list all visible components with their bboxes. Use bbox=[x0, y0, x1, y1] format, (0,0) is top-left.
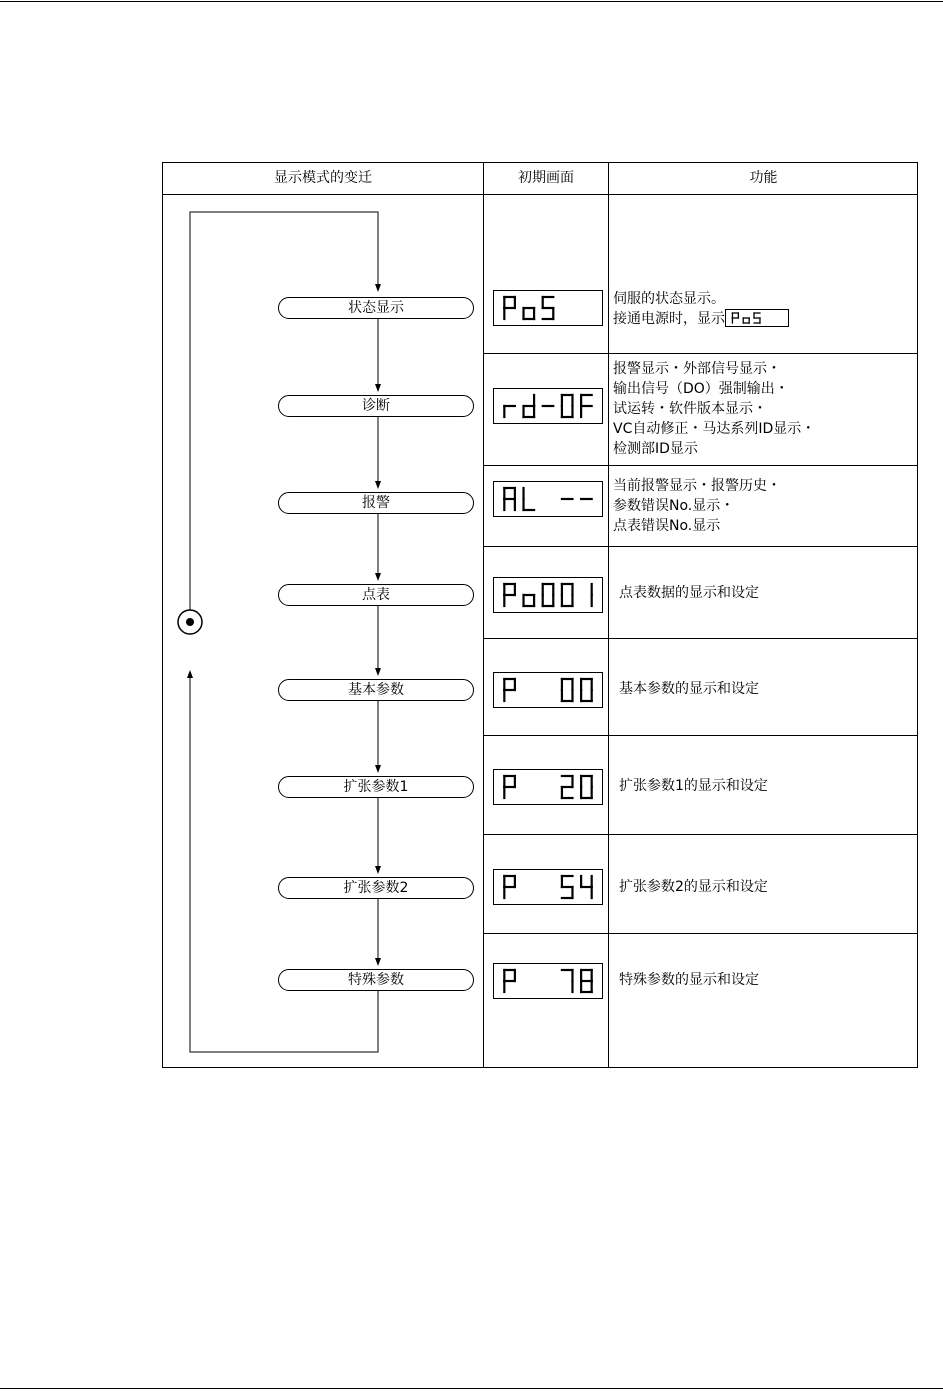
lcd-display bbox=[493, 577, 603, 613]
lcd-display bbox=[493, 290, 603, 326]
function-text bbox=[619, 970, 759, 990]
loop-bottom-line bbox=[190, 676, 378, 1052]
function-text bbox=[619, 583, 759, 603]
circle-dot-icon bbox=[178, 610, 202, 634]
function-line: VC自动修正・马达系列ID显示・ bbox=[613, 421, 816, 437]
lcd-display bbox=[493, 963, 603, 999]
mode-special-parameters[interactable]: 特殊参数 bbox=[278, 969, 474, 991]
lcd-display bbox=[493, 481, 603, 517]
function-text bbox=[613, 289, 789, 329]
lcd-display bbox=[493, 869, 603, 905]
mode-expansion-parameters-2[interactable]: 扩张参数2 bbox=[278, 877, 474, 899]
function-line: 扩张参数2的显示和设定 bbox=[619, 879, 768, 895]
header-function: 功能 bbox=[749, 170, 778, 186]
function-line: 伺服的状态显示。 bbox=[613, 291, 725, 307]
mode-alarm[interactable]: 报警 bbox=[278, 492, 474, 514]
function-line: 试运转・软件版本显示・ bbox=[613, 401, 767, 417]
mini-lcd-display bbox=[725, 309, 789, 327]
header-initial-screen: 初期画面 bbox=[518, 170, 574, 186]
function-text bbox=[613, 476, 781, 536]
function-line: 输出信号（DO）强制输出・ bbox=[613, 381, 789, 397]
function-text bbox=[619, 877, 768, 897]
header-mode-transition: 显示模式的变迁 bbox=[274, 170, 372, 186]
function-line-text: 接通电源时，显示 bbox=[613, 311, 725, 327]
function-text bbox=[619, 679, 759, 699]
function-line bbox=[613, 309, 789, 329]
lcd-display bbox=[493, 769, 603, 805]
lcd-display bbox=[493, 672, 603, 708]
function-line: 特殊参数的显示和设定 bbox=[619, 972, 759, 988]
mode-diagnosis[interactable]: 诊断 bbox=[278, 395, 474, 417]
function-line: 参数错误No.显示・ bbox=[613, 498, 735, 514]
function-line: 报警显示・外部信号显示・ bbox=[613, 361, 781, 377]
function-line: 点表错误No.显示 bbox=[613, 518, 721, 534]
function-text bbox=[613, 359, 815, 459]
function-line: 当前报警显示・报警历史・ bbox=[613, 478, 781, 494]
function-line: 基本参数的显示和设定 bbox=[619, 681, 759, 697]
mode-basic-parameters[interactable]: 基本参数 bbox=[278, 679, 474, 701]
lcd-display bbox=[493, 388, 603, 424]
function-line: 检测部ID显示 bbox=[613, 441, 698, 457]
function-line: 点表数据的显示和设定 bbox=[619, 585, 759, 601]
mode-status-display[interactable]: 状态显示 bbox=[278, 297, 474, 319]
mode-point-table[interactable]: 点表 bbox=[278, 584, 474, 606]
mode-expansion-parameters-1[interactable]: 扩张参数1 bbox=[278, 776, 474, 798]
loop-top-line bbox=[190, 212, 378, 622]
function-line: 扩张参数1的显示和设定 bbox=[619, 778, 768, 794]
function-text bbox=[619, 776, 768, 796]
